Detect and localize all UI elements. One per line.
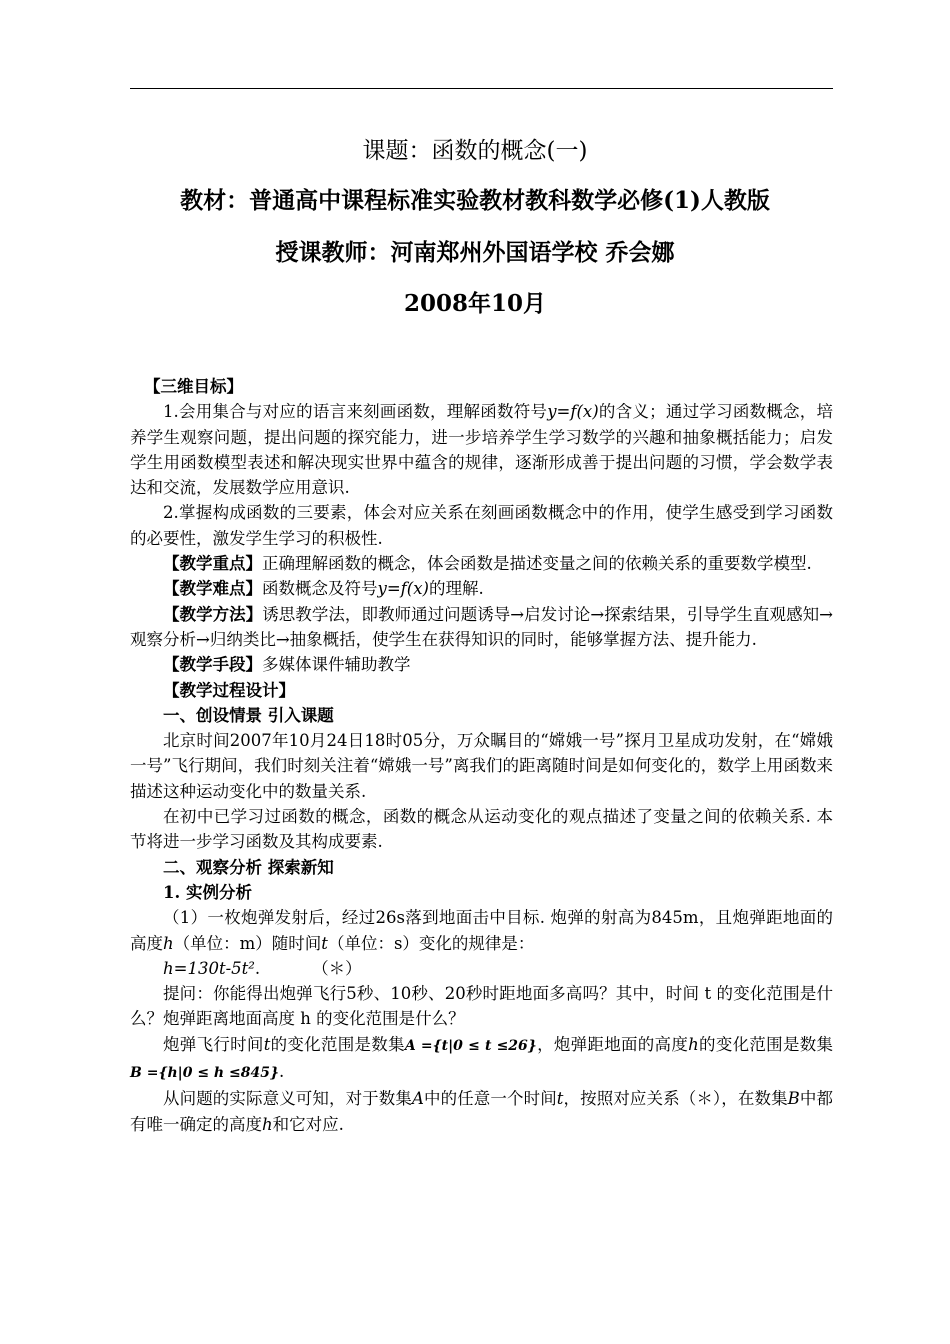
example-text: （单位：m）随时间	[173, 933, 322, 953]
key-point	[130, 551, 833, 576]
goals-heading: 【三维目标】	[144, 377, 243, 396]
difficulty	[130, 576, 833, 601]
conclusion-text: ，按照对应关系（＊），在数集	[563, 1089, 788, 1109]
variable-a: A	[411, 1089, 424, 1109]
example-text: （单位：s）变化的规律是：	[327, 933, 535, 953]
key-point-label: 【教学重点】	[163, 554, 262, 574]
variable-t: t	[556, 1089, 564, 1109]
conclusion-text: 从问题的实际意义可知，对于数集	[163, 1089, 412, 1109]
means-text: 多媒体课件辅助教学	[262, 655, 411, 675]
conclusion-text: 中的任意一个时间	[423, 1089, 557, 1109]
example-text: （1）一枚炮弹发射后，经过26s落到地面击中目标. 炮弹的射高为845m，且炮弹距地面的高度	[130, 908, 833, 953]
answer-text: ，炮弹距地面的高度	[536, 1034, 689, 1054]
variable-h: h	[688, 1034, 699, 1054]
difficulty-text: 的理解.	[428, 579, 484, 599]
process-heading: 【教学过程设计】	[163, 680, 295, 700]
answer-text: 炮弹飞行时间	[163, 1034, 264, 1054]
section-1-title: 一、创设情景 引入课题	[163, 705, 334, 725]
conclusion-text: 中都有唯一确定的高度	[130, 1089, 834, 1134]
date-line: 2008年10月	[403, 290, 547, 317]
height-formula	[130, 956, 833, 981]
section-1-paragraph-1: 北京时间2007年10月24日18时05分，万众瞩目的“嫦娥一号”探月卫星成功发射，在“嫦娥一号”飞行期间，我们时刻关注着“嫦娥一号”离我们的距离随时间是如何变化的，数学上用函数来描述这种运动变化中的数量关系.	[130, 731, 833, 801]
goal-text: 1.会用集合与对应的语言来刻画函数，理解函数符号	[163, 402, 548, 422]
variable-h: h	[163, 933, 174, 953]
variable-h: h	[262, 1114, 273, 1134]
conclusion-text: 和它对应.	[272, 1114, 344, 1134]
example-1	[130, 905, 833, 956]
answer-text: 的变化范围是数集	[698, 1034, 833, 1054]
conclusion	[130, 1086, 833, 1137]
method-label: 【教学方法】	[163, 604, 263, 624]
question: 提问：你能得出炮弹飞行5秒、10秒、20秒时距地面多高吗？其中，时间 t 的变化范围是什么？炮弹距离地面高度 h 的变化范围是什么？	[130, 984, 834, 1029]
set-b: B ={h|0 ≤ h ≤845}	[130, 1065, 279, 1082]
answer	[130, 1032, 833, 1087]
answer-text: 的变化范围是数集	[270, 1034, 405, 1054]
means	[130, 652, 833, 677]
difficulty-text: 函数概念及符号	[262, 579, 378, 599]
key-point-text: 正确理解函数的概念，体会函数是描述变量之间的依赖关系的重要数学模型.	[262, 554, 812, 574]
lesson-body	[130, 374, 833, 1137]
section-1-paragraph-2: 在初中已学习过函数的概念，函数的概念从运动变化的观点描述了变量之间的依赖关系. 本节将进一步学习函数及其构成要素.	[130, 807, 833, 852]
variable-b: B	[787, 1089, 800, 1109]
lesson-topic: 课题：函数的概念(一)	[362, 138, 588, 164]
method-text: 诱思教学法，即教师通过问题诱导→启发讨论→探索结果，引导学生直观感知→观察分析→归纳类比→抽象概括，使学生在获得知识的同时，能够掌握方法、提升能力.	[130, 604, 833, 649]
goal-item-2: 2.掌握构成函数的三要素，体会对应关系在刻画函数概念中的作用，使学生感受到学习函数的必要性，激发学生学习的积极性.	[130, 503, 833, 548]
formula-mark: （＊）	[312, 958, 362, 978]
subsection-title: 1. 实例分析	[163, 882, 252, 902]
formula-expression: h=130t-5t²	[163, 958, 255, 978]
header-rule	[130, 88, 833, 89]
variable-t: t	[263, 1034, 271, 1054]
answer-text: .	[278, 1062, 285, 1082]
formula-period: .	[254, 958, 261, 978]
goal-text: 的含义；通过学习函数概念，培养学生观察问题，提出问题的探究能力，进一步培养学生学习数学的兴趣和抽象概括能力；启发学生用函数模型表述和解决现实世界中蕴含的规律，逐渐形成善于提出问题的习惯，学会数学表达和交流，发展数学应用意识.	[130, 402, 834, 498]
method	[130, 602, 833, 653]
difficulty-label: 【教学难点】	[163, 579, 262, 599]
teacher-line: 授课教师：河南郑州外国语学校 乔会娜	[275, 239, 675, 266]
variable-t: t	[321, 933, 328, 953]
textbook-line: 教材：普通高中课程标准实验教材教科数学必修(1)人教版	[180, 187, 770, 214]
function-notation: y=f(x)	[547, 402, 599, 422]
means-label: 【教学手段】	[163, 655, 262, 675]
function-notation: y=f(x)	[377, 579, 429, 599]
set-a: A ={t|0 ≤ t ≤26}	[404, 1037, 537, 1054]
section-2-title: 二、观察分析 探索新知	[163, 857, 334, 877]
goal-item-1	[130, 399, 833, 500]
